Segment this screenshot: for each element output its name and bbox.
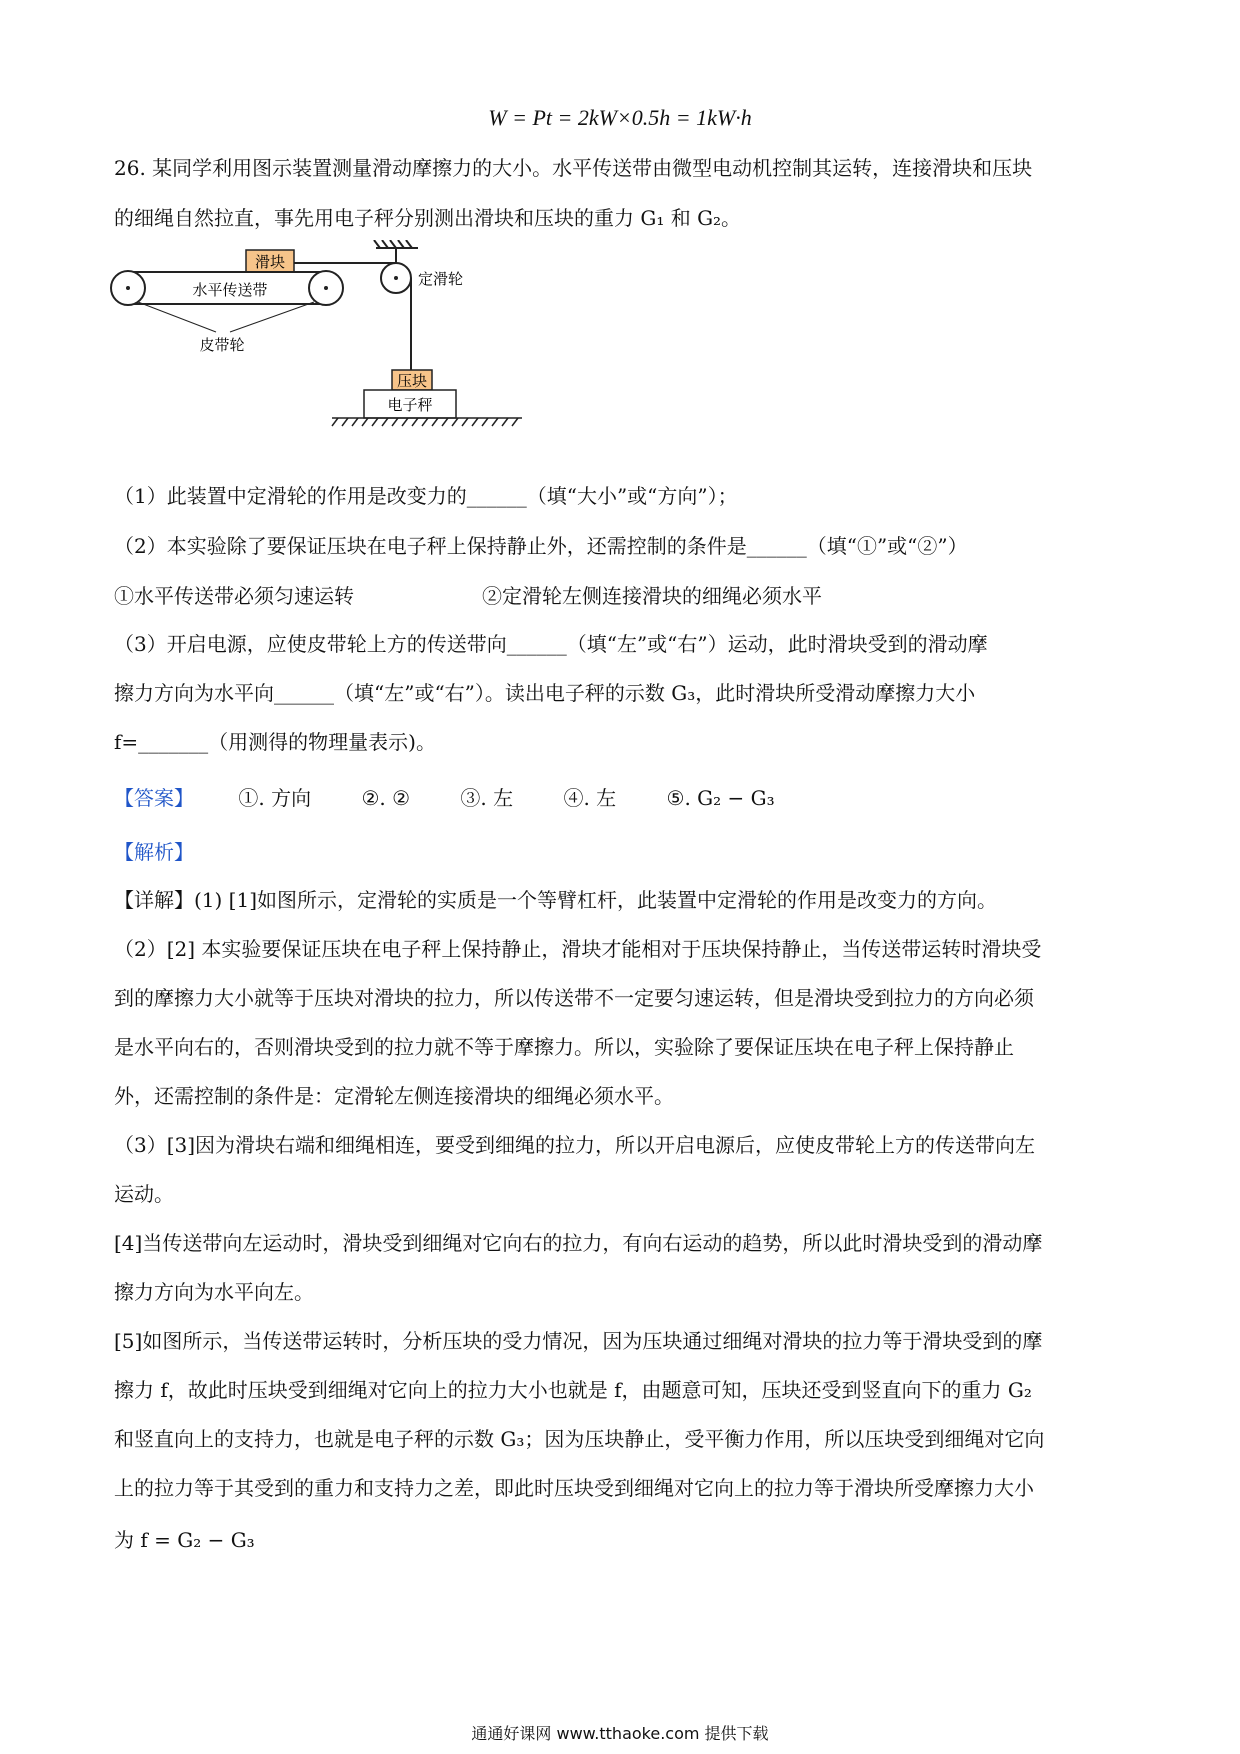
formula-top: W = Pt = 2kW×0.5h = 1kW·h [488, 105, 752, 130]
analysis-line: （3）[3]因为滑块右端和细绳相连，要受到细绳的拉力，所以开启电源后，应使皮带轮上方的传送带向左 [114, 1133, 1036, 1157]
analysis-line: 上的拉力等于其受到的重力和支持力之差，即此时压块受到细绳对它向上的拉力等于滑块所受摩擦力大小 [114, 1476, 1034, 1500]
belt-wheel-label: 皮带轮 [199, 336, 245, 354]
option-1: ①水平传送带必须匀速运转 [114, 584, 354, 608]
question-1: （1）此装置中定滑轮的作用是改变力的______（填“大小”或“方向”）； [114, 484, 738, 508]
scale-label: 电子秤 [387, 396, 433, 414]
belt-label: 水平传送带 [192, 281, 268, 299]
analysis-line: 【详解】(1) [1]如图所示，定滑轮的实质是一个等臂杠杆，此装置中定滑轮的作用是改变力的方向。 [114, 888, 998, 912]
analysis-line: 和竖直向上的支持力，也就是电子秤的示数 G₃；因为压块静止，受平衡力作用，所以压块受到细绳对它向 [114, 1427, 1045, 1451]
answer-item: ③. 左 [460, 786, 514, 810]
analysis-label: 【解析】 [114, 840, 194, 864]
analysis-line: 擦力方向为水平向左。 [114, 1280, 314, 1304]
press-block-label: 压块 [396, 372, 428, 390]
option-2: ②定滑轮左侧连接滑块的细绳必须水平 [482, 584, 822, 608]
answer-item: ④. 左 [563, 786, 617, 810]
analysis-line: 到的摩擦力大小就等于压块对滑块的拉力，所以传送带不一定要匀速运转，但是滑块受到拉力的方向必须 [114, 986, 1034, 1010]
analysis-line: [4]当传送带向左运动时，滑块受到细绳对它向右的拉力，有向右运动的趋势，所以此时滑块受到的滑动摩 [114, 1231, 1043, 1255]
pulley-label: 定滑轮 [418, 270, 464, 288]
analysis-line: 外，还需控制的条件是：定滑轮左侧连接滑块的细绳必须水平。 [114, 1084, 674, 1108]
answer-item: ②. ② [361, 786, 411, 810]
analysis-line: 运动。 [114, 1182, 174, 1206]
ground [332, 418, 522, 426]
question-3-line2: 擦力方向为水平向______（填“左”或“右”）。读出电子秤的示数 G₃，此时滑块所受滑动摩擦力大小 [114, 681, 976, 705]
question-3-line1: （3）开启电源，应使皮带轮上方的传送带向______（填“左”或“右”）运动，此时滑块受到的滑动摩 [114, 632, 988, 656]
slider-label: 滑块 [254, 253, 286, 271]
answer-label: 【答案】 [114, 786, 194, 810]
answer-row [114, 784, 775, 812]
ceiling-mount [374, 240, 418, 264]
answer-item: ①. 方向 [238, 786, 312, 810]
answer-item: ⑤. G₂ − G₃ [666, 786, 775, 810]
analysis-line: [5]如图所示，当传送带运转时，分析压块的受力情况，因为压块通过细绳对滑块的拉力等于滑块受到的摩 [114, 1329, 1043, 1353]
analysis-line: （2）[2] 本实验要保证压块在电子秤上保持静止，滑块才能相对于压块保持静止，当传送带运转时滑块受 [114, 937, 1042, 961]
question-3-line3: f=_______（用测得的物理量表示)。 [114, 730, 436, 754]
analysis-line: 擦力 f，故此时压块受到细绳对它向上的拉力大小也就是 f，由题意可知，压块还受到竖直向下的重力 G₂ [114, 1378, 1032, 1402]
question-stem-line1: 26. 某同学利用图示装置测量滑动摩擦力的大小。水平传送带由微型电动机控制其运转，连接滑块和压块 [114, 156, 1033, 180]
footer: 通通好课网 www.tthaoke.com 提供下载 [471, 1724, 769, 1743]
question-2: （2）本实验除了要保证压块在电子秤上保持静止外，还需控制的条件是______（填“①”或“②”） [114, 534, 968, 558]
experiment-diagram [108, 240, 528, 470]
analysis-line: 是水平向右的，否则滑块受到的拉力就不等于摩擦力。所以，实验除了要保证压块在电子秤上保持静止 [114, 1035, 1014, 1059]
question-stem-line2: 的细绳自然拉直，事先用电子秤分别测出滑块和压块的重力 G₁ 和 G₂。 [114, 206, 742, 230]
analysis-line: 为 f = G₂ − G₃ [114, 1528, 255, 1552]
